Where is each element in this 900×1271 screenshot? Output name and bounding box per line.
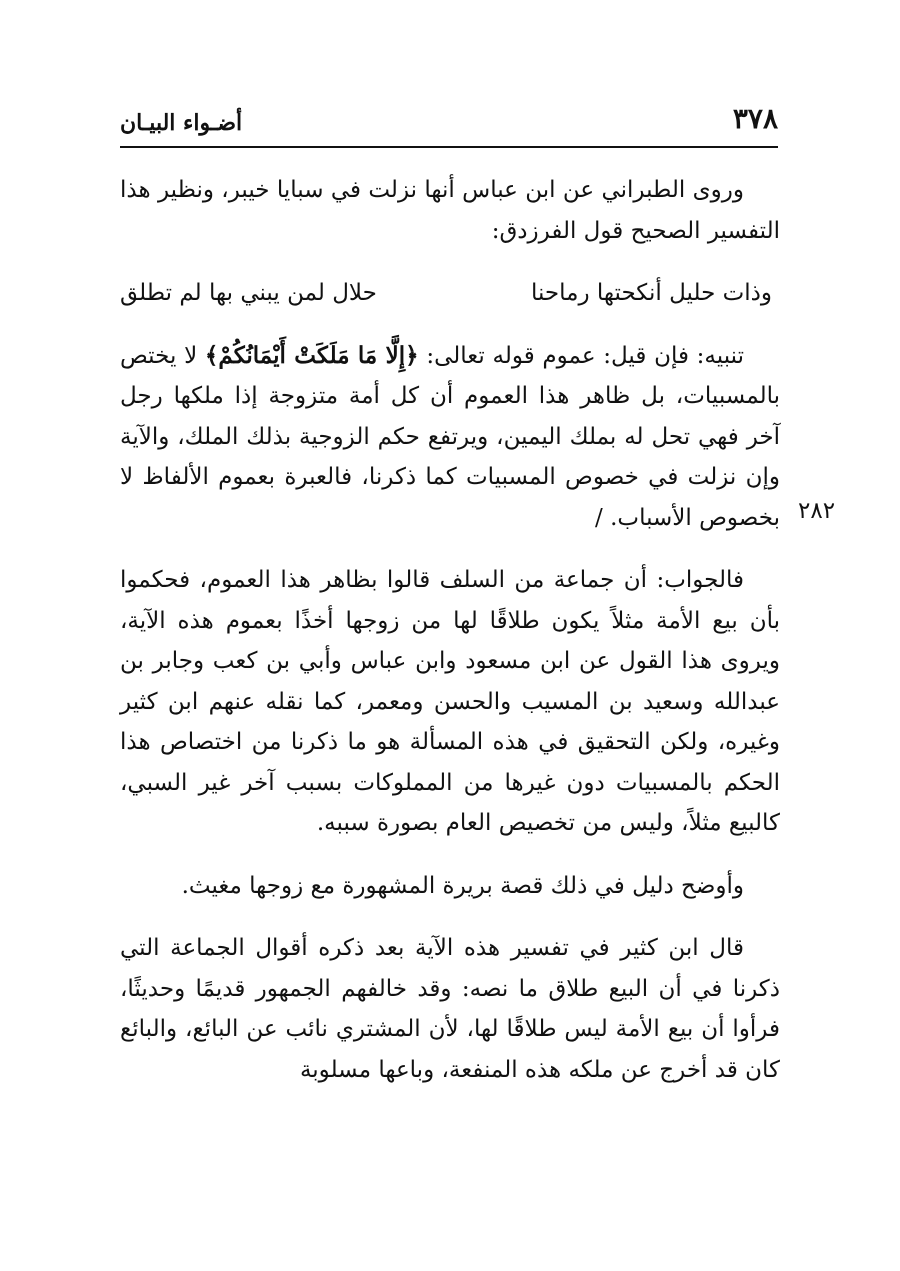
paragraph-tanbih xyxy=(120,336,780,539)
verse-first-hemistich: وذات حليل أنكحتها رماحنا xyxy=(530,280,772,306)
page-header xyxy=(120,100,778,148)
page-number: ٣٧٨ xyxy=(732,102,778,135)
quran-quote: ﴿إِلَّا مَا مَلَكَتْ أَيْمَانُكُمْ﴾ xyxy=(204,341,419,369)
page-body xyxy=(120,170,780,1112)
paragraph-barira: وأوضح دليل في ذلك قصة بريرة المشهورة مع زوجها مغيث. xyxy=(181,872,744,899)
verse-second-hemistich: حلال لمن يبني بها لم تطلق xyxy=(120,280,377,306)
paragraph-tabarani: وروى الطبراني عن ابن عباس أنها نزلت في سبايا خيبر، ونظير هذا التفسير الصحيح قول الفرزدق: xyxy=(120,177,780,244)
tanbih-lead: تنبيه: فإن قيل: عموم قوله تعالى: xyxy=(418,342,744,369)
running-title: أضـواء البيـان xyxy=(120,110,243,136)
paragraph-ibn-kathir: قال ابن كثير في تفسير هذه الآية بعد ذكره أقوال الجماعة التي ذكرنا في أن البيع طلاق ما نصه: وقد خالفهم الجمهور قديمًا وحديثًا، فرأوا أن بيع الأمة ليس طلاقًا لها، لأن المشتري نائب عن البائع، والبائع كان قد أخرج عن ملكه هذه المنفعة، وباعها مسلوبة xyxy=(120,935,780,1083)
poetry-verse xyxy=(120,273,772,314)
tanbih-rest: لا يختص بالمسبيات، بل ظاهر هذا العموم أن كل أمة متزوجة إذا ملكها رجل آخر فهي تحل له بملك اليمين، ويرتفع حكم الزوجية بذلك الملك، والآية وإن نزلت في خصوص المسبيات كما ذكرنا، فالعبرة بعموم الألفاظ لا بخصوص الأسباب. / xyxy=(120,342,780,531)
paragraph-answer: فالجواب: أن جماعة من السلف قالوا بظاهر هذا العموم، فحكموا بأن بيع الأمة مثلاً يكون طلاقًا لها من زوجها أخذًا بعموم هذه الآية، ويروى هذا القول عن ابن مسعود وابن عباس وأبي بن كعب وجابر بن عبدالله وسعيد بن المسيب والحسن ومعمر، كما نقله عنهم ابن كثير وغيره، ولكن التحقيق في هذه المسألة هو ما ذكرنا من اختصاص هذا الحكم بالمسبيات دون غيرها من المملوكات بسبب آخر غير السبي، كالبيع مثلاً، وليس من تخصيص العام بصورة سببه. xyxy=(120,567,780,836)
margin-page-reference: ٢٨٢ xyxy=(798,498,836,524)
